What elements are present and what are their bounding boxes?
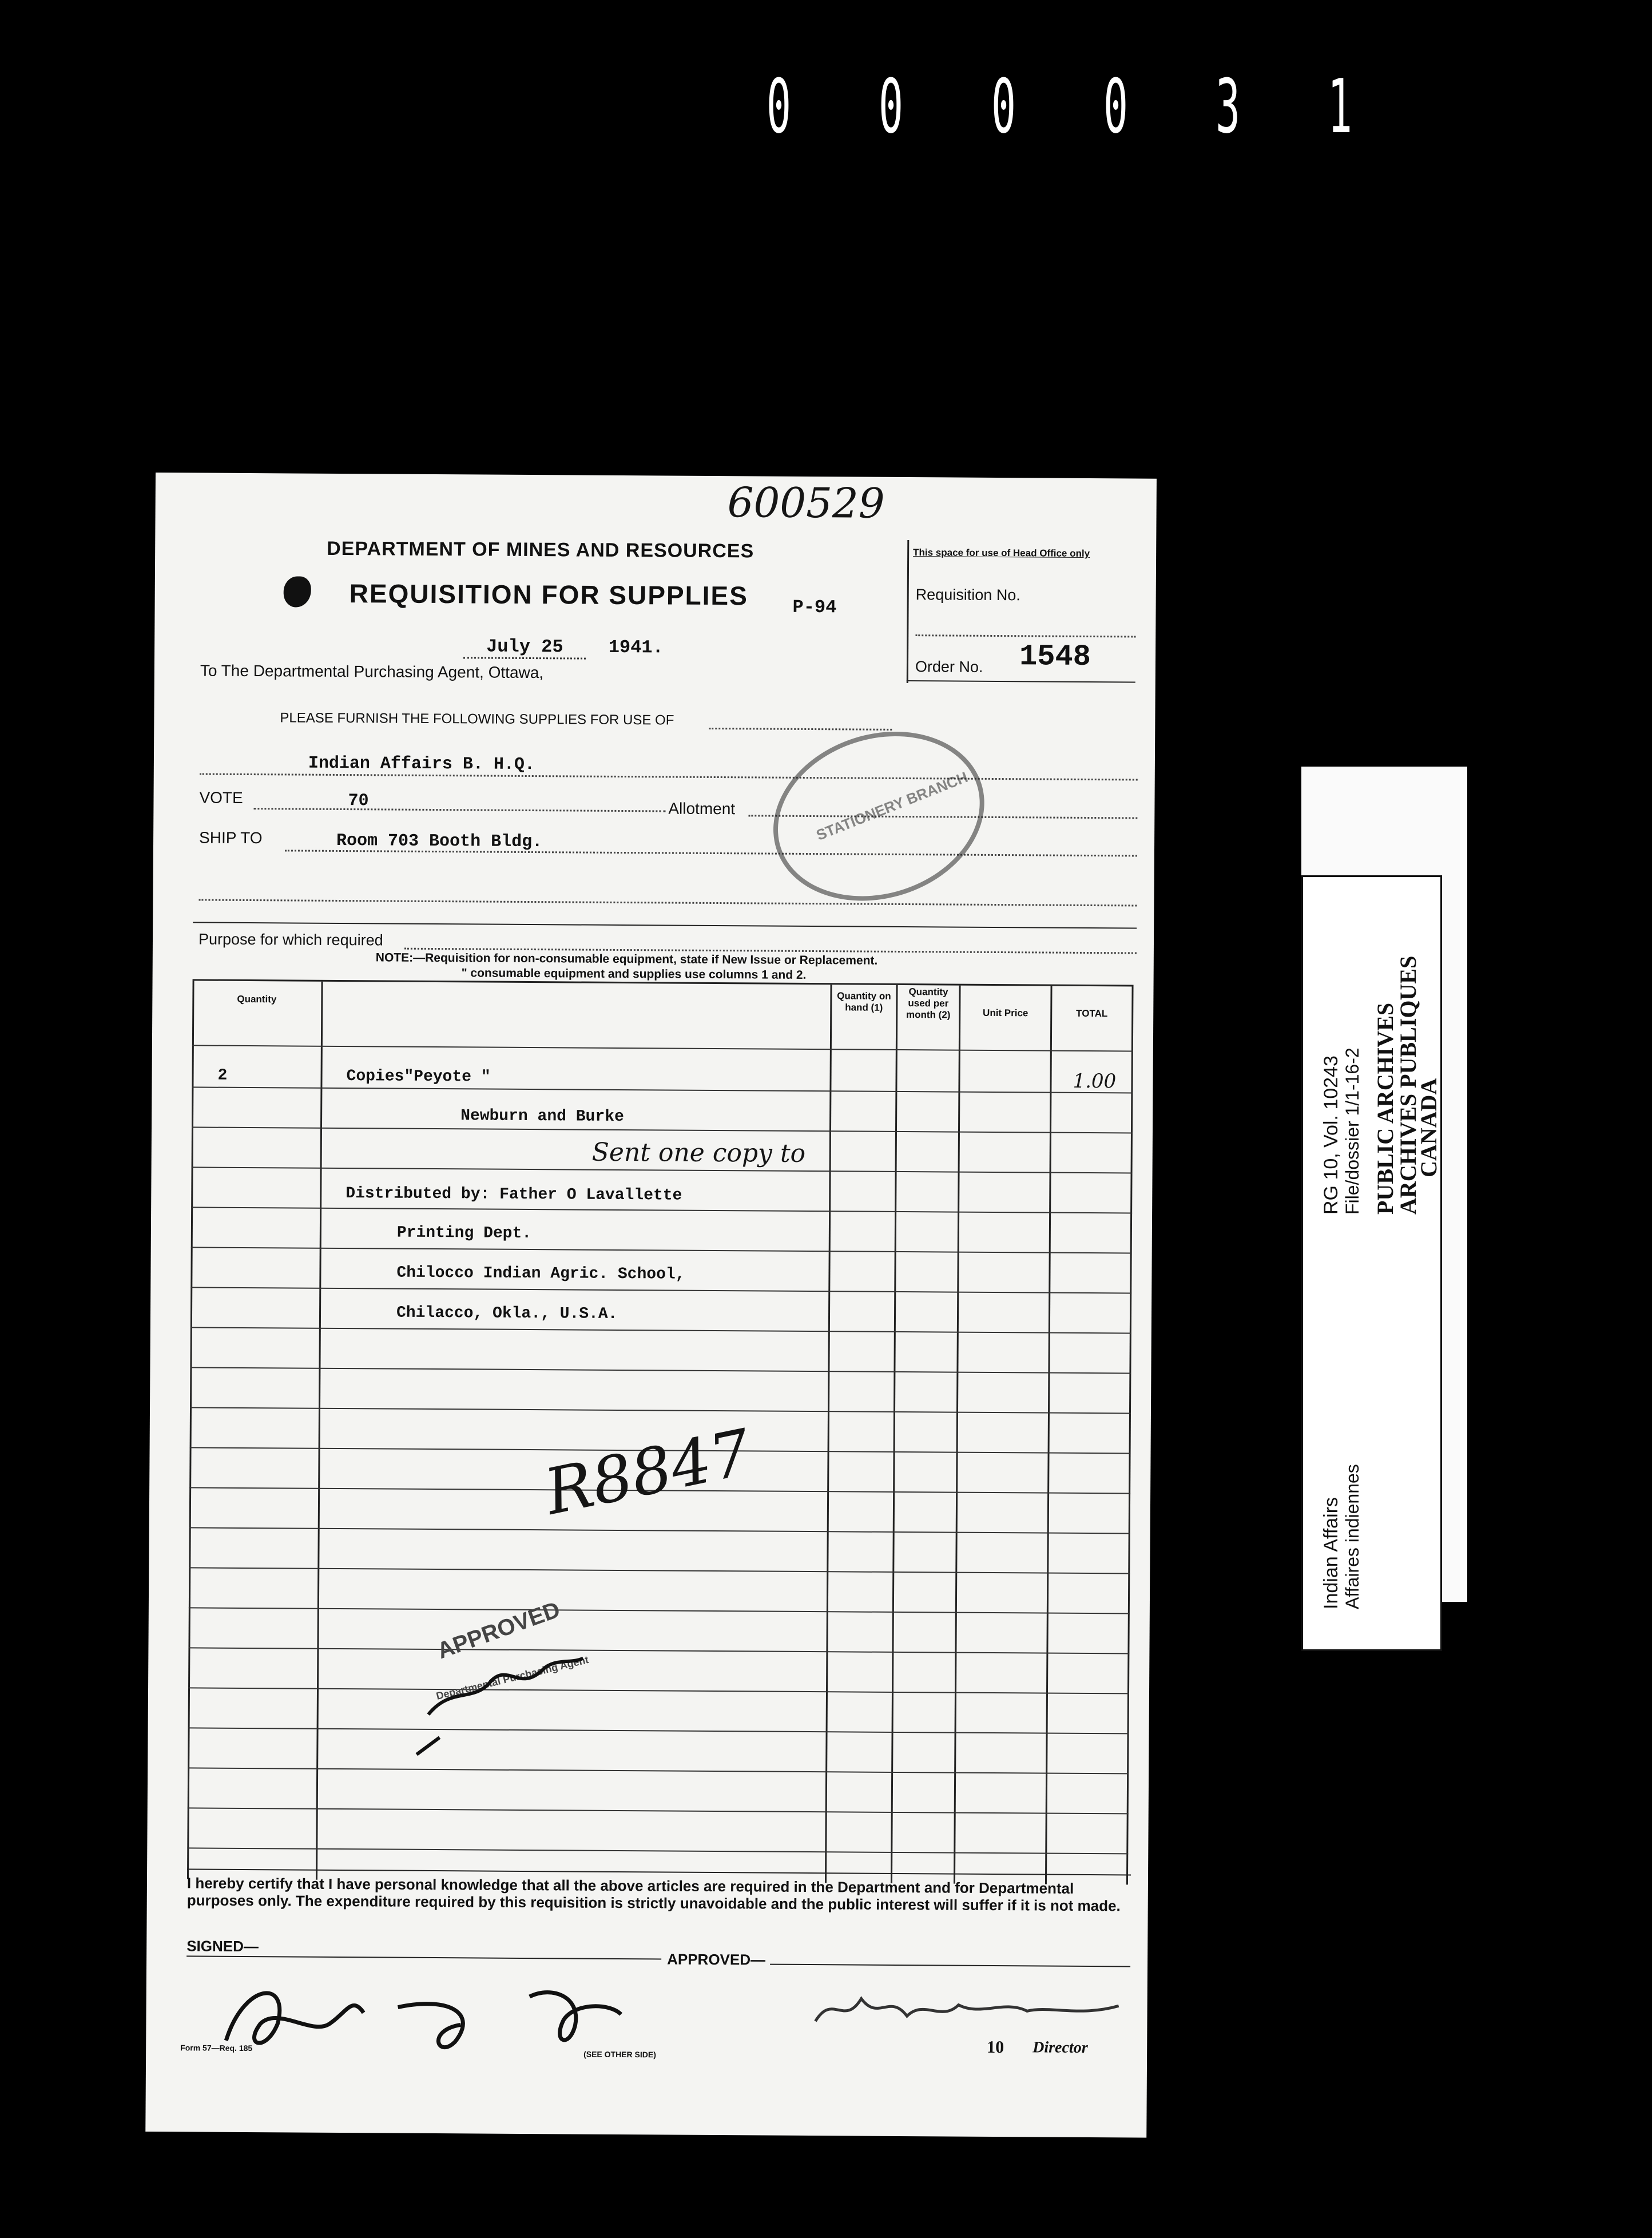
archive-line-6: ARCHIVES PUBLIQUES	[1395, 955, 1421, 1215]
table-border	[1126, 986, 1134, 1884]
frame-digit: 1	[1328, 63, 1353, 150]
table-row-line	[188, 1807, 1129, 1814]
date-line	[463, 636, 664, 658]
order-no-label: Order No.	[915, 658, 983, 676]
approved-stamp-subtitle: Departmental Purchasing Agent	[435, 1653, 590, 1702]
row-description: Chilacco, Okla., U.S.A.	[396, 1304, 618, 1323]
note-line-2: " consumable equipment and supplies use columns 1 and 2.	[461, 966, 807, 982]
to-line: To The Departmental Purchasing Agent, Ottawa,	[200, 661, 544, 682]
table-row-line	[190, 1287, 1131, 1293]
vote-value: 70	[348, 791, 369, 811]
table-row-line	[188, 1727, 1129, 1734]
frame-digit: 0	[767, 63, 792, 150]
table-column-line	[316, 982, 323, 1880]
table-row-line	[191, 1207, 1132, 1213]
dotted-line	[285, 850, 1137, 856]
frame-digit: 3	[1216, 63, 1241, 150]
table-row-line	[192, 1166, 1133, 1173]
stamp-text: STATIONERY BRANCH	[813, 768, 971, 844]
col-header-used-per-month: Quantity used per month (2)	[906, 986, 951, 1021]
ink-blot	[284, 576, 311, 607]
table-row-line	[190, 1407, 1131, 1414]
col-header-total: TOTAL	[1076, 1007, 1108, 1019]
certification-text: I hereby certify that I have personal knowledge that all the above articles are required in the Department and for Departmental purposes only. The expenditure required by this requisition is strictly unavoidable and the public interest will suffer if it is not made.	[186, 1874, 1121, 1915]
row-description: Chilocco Indian Agric. School,	[396, 1264, 685, 1284]
date-month-day: July 25	[463, 636, 586, 659]
ship-to-label: SHIP TO	[199, 828, 263, 847]
divider	[186, 1955, 661, 1959]
requisition-no-label: Requisition No.	[915, 586, 1020, 604]
footer-number: 10	[987, 2037, 1004, 2057]
row-description: Copies"Peyote "	[346, 1068, 491, 1086]
approved-label: APPROVED—	[667, 1950, 766, 1969]
table-row-line	[188, 1767, 1129, 1774]
divider	[193, 922, 1137, 928]
table-row-line	[189, 1607, 1130, 1614]
col-header-quantity: Quantity	[237, 993, 277, 1005]
vote-label: VOTE	[199, 788, 243, 807]
note-line-1: NOTE:—Requisition for non-consumable equipment, state if New Issue or Replacement.	[375, 951, 878, 967]
date-year: 1941.	[608, 636, 664, 658]
row-description: Newburn and Burke	[460, 1107, 624, 1126]
see-other-side: (SEE OTHER SIDE)	[583, 2049, 656, 2060]
director-label: Director	[1032, 2038, 1088, 2057]
table-column-line	[825, 985, 832, 1883]
reference-number-handwritten: R8847	[539, 1415, 757, 1529]
row-description: Printing Dept.	[396, 1224, 532, 1243]
dotted-line	[253, 808, 665, 812]
archive-label-card	[1301, 875, 1442, 1651]
table-column-line	[891, 985, 898, 1883]
head-office-title: This space for use of Head Office only	[913, 547, 1090, 559]
row-description: Distributed by: Father O Lavallette	[346, 1185, 682, 1205]
file-number-handwritten: 600529	[727, 478, 885, 527]
dotted-line	[709, 728, 892, 731]
row-total: 1.00	[1073, 1069, 1117, 1093]
dotted-line	[200, 773, 1138, 780]
row-quantity: 2	[217, 1066, 228, 1085]
row-description-handwritten: Sent one copy to	[591, 1137, 806, 1168]
divider	[770, 1964, 1130, 1967]
dotted-line	[198, 899, 1137, 906]
archive-line-3: RG 10, Vol. 10243	[1320, 1055, 1342, 1215]
archive-line-5: PUBLIC ARCHIVES	[1372, 1002, 1398, 1215]
items-table	[187, 979, 1134, 1884]
requester-signature	[209, 1961, 644, 2072]
form-footer: Form 57—Req. 185	[180, 2043, 253, 2053]
purpose-label: Purpose for which required	[198, 930, 383, 949]
archive-line-4: File/dossier 1/1-16-2	[1342, 1047, 1363, 1215]
archive-line-7: CANADA	[1416, 1078, 1441, 1177]
frame-digit: 0	[991, 63, 1016, 150]
order-number: 1548	[1019, 640, 1091, 674]
table-row-line	[188, 1687, 1129, 1694]
frame-number	[767, 63, 1373, 150]
table-row-line	[187, 1847, 1128, 1854]
table-border	[187, 981, 194, 1879]
archive-line-1: Indian Affairs	[1320, 1497, 1342, 1609]
table-column-line	[954, 986, 961, 1884]
allotment-label: Allotment	[668, 799, 736, 818]
for-use-of-value: Indian Affairs B. H.Q.	[308, 753, 535, 775]
col-header-on-hand: Quantity on hand (1)	[837, 990, 891, 1013]
form-title: REQUISITION FOR SUPPLIES	[349, 578, 749, 611]
department-heading: DEPARTMENT OF MINES AND RESOURCES	[327, 537, 754, 562]
archive-label	[1301, 767, 1467, 1609]
requisition-form	[145, 473, 1157, 2138]
approved-stamp: APPROVED	[434, 1597, 563, 1664]
signed-label: SIGNED—	[186, 1937, 259, 1955]
table-row-line	[189, 1527, 1130, 1534]
table-row-line	[189, 1567, 1130, 1574]
table-row-line	[188, 1647, 1129, 1654]
table-row-line	[192, 1126, 1133, 1133]
frame-digit: 0	[1103, 63, 1128, 150]
table-row-line	[191, 1247, 1132, 1253]
col-header-unit-price: Unit Price	[983, 1007, 1028, 1019]
form-code: P-94	[792, 596, 837, 618]
please-furnish: PLEASE FURNISH THE FOLLOWING SUPPLIES FOR USE OF	[280, 710, 674, 728]
ship-to-value: Room 703 Booth Bldg.	[336, 831, 543, 852]
table-row-line	[192, 1086, 1133, 1093]
table-row-line	[192, 1045, 1133, 1051]
frame-digit: 0	[879, 63, 904, 150]
table-row-line	[190, 1327, 1131, 1334]
archive-line-2: Affaires indiennes	[1342, 1464, 1363, 1609]
table-row-line	[190, 1367, 1131, 1374]
director-signature	[809, 1975, 1130, 2040]
table-column-line	[1045, 986, 1053, 1884]
approval-signature	[405, 1623, 595, 1773]
